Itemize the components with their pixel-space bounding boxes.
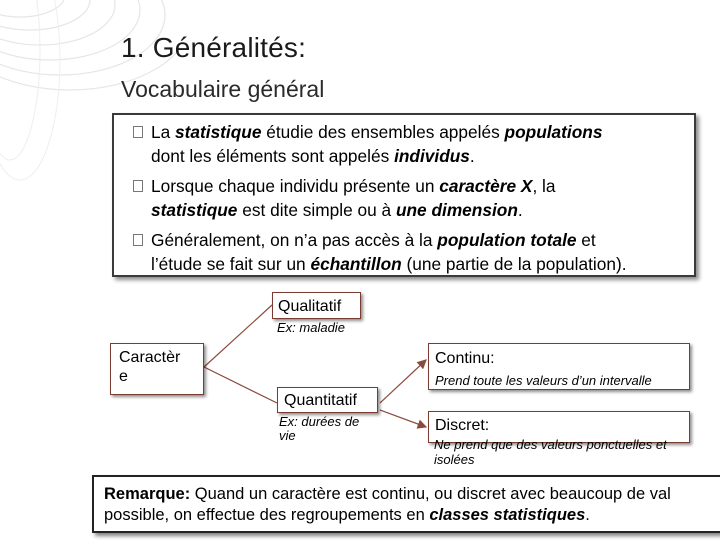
text-run: dont les éléments sont appelés: [151, 146, 395, 166]
text-run: La: [151, 122, 176, 142]
text-run: .: [585, 506, 590, 524]
connector-root-quantitatif: [204, 367, 277, 403]
discret-desc-line: Ne prend que des valeurs ponctuelles et: [434, 437, 667, 452]
text-run: , la: [532, 176, 556, 196]
text-run: Quand un caractère est continu, ou discret avec beaucoup de val: [190, 485, 671, 503]
text-run: est dite simple ou à: [237, 200, 396, 220]
text-run: Lorsque chaque individu présente un: [151, 176, 440, 196]
text-run: l’étude se fait sur un: [151, 254, 311, 274]
text-run: caractère X: [439, 176, 533, 196]
node-caractere: [110, 343, 204, 395]
node-discret-desc: [434, 437, 667, 467]
slide-subtitle: Vocabulaire général: [121, 76, 325, 102]
node-quantitatif-label: Quantitatif: [284, 392, 357, 409]
node-qualitatif-label: Qualitatif: [278, 298, 342, 315]
quantitatif-example-line: Ex: durées de: [279, 414, 360, 429]
node-quantitatif: [277, 387, 378, 413]
text-run: Remarque:: [104, 485, 191, 503]
text-run: statistique: [175, 122, 262, 142]
text-run: populations: [504, 122, 603, 142]
slide-title: 1. Généralités:: [121, 32, 307, 63]
remark-box: [92, 475, 720, 533]
text-run: individus: [394, 146, 470, 166]
text-run: échantillon: [310, 254, 402, 274]
node-continu-label: Continu:: [435, 350, 495, 367]
connector-root-qualitatif: [204, 305, 272, 367]
text-run: Généralement, on n’a pas accès à la: [151, 230, 438, 250]
text-run: statistique: [151, 200, 238, 220]
connector-quantitatif-continu: [380, 360, 426, 403]
node-quantitatif-example: [279, 415, 359, 443]
node-qualitatif-example: Ex: maladie: [277, 320, 345, 335]
text-run: population totale: [437, 230, 577, 250]
text-run: une dimension: [395, 200, 518, 220]
text-run: et: [576, 230, 596, 250]
remark-line: [104, 484, 720, 505]
node-continu-desc: Prend toute les valeurs d’un intervalle: [435, 373, 652, 388]
node-discret-label: Discret:: [435, 417, 490, 434]
text-run: possible, on effectue des regroupements en: [104, 506, 430, 524]
text-run: classes statistiques: [429, 506, 586, 524]
node-qualitatif: [272, 292, 361, 319]
text-run: .: [469, 146, 475, 166]
node-caractere-label: Caractèr: [119, 349, 181, 366]
text-run: .: [517, 200, 523, 220]
node-continu: [428, 343, 690, 390]
connector-quantitatif-discret: [380, 410, 426, 427]
text-run: étudie des ensembles appelés: [261, 122, 505, 142]
discret-desc-line: isolées: [434, 452, 475, 467]
text-run: (une partie de la population).: [401, 254, 627, 274]
node-caractere-label: e: [119, 368, 128, 385]
remark-line: [104, 505, 720, 526]
quantitatif-example-line: vie: [279, 428, 296, 443]
